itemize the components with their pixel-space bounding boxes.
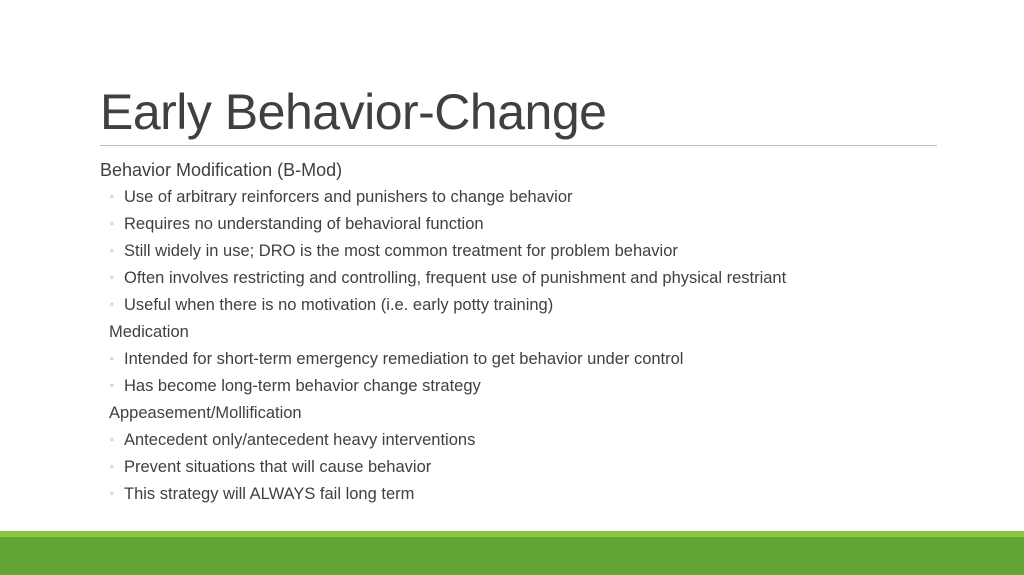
list-item [100, 427, 940, 454]
list-item [100, 211, 940, 238]
list-item [100, 292, 940, 319]
slide-content [100, 156, 940, 508]
list-item-text: Has become long-term behavior change strategy [124, 377, 481, 395]
list-item [100, 265, 940, 292]
list-item [100, 481, 940, 508]
section-heading: Appeasement/Mollification [109, 404, 302, 422]
list-item [100, 346, 940, 373]
footer-bar [0, 537, 1024, 575]
hollow-circle-bullet-icon: ◦ [110, 299, 114, 311]
list-item-text: Antecedent only/antecedent heavy interventions [124, 431, 476, 449]
list-item-text: Still widely in use; DRO is the most common treatment for problem behavior [124, 242, 678, 260]
list-item [100, 238, 940, 265]
hollow-circle-bullet-icon: ◦ [110, 272, 114, 284]
hollow-circle-bullet-icon: ◦ [110, 488, 114, 500]
hollow-circle-bullet-icon: ◦ [110, 461, 114, 473]
hollow-circle-bullet-icon: ◦ [110, 380, 114, 392]
hollow-circle-bullet-icon: ◦ [110, 353, 114, 365]
section-heading: Medication [109, 323, 189, 341]
list-item-text: Use of arbitrary reinforcers and punishers to change behavior [124, 188, 573, 206]
hollow-circle-bullet-icon: ◦ [110, 245, 114, 257]
section-heading: Behavior Modification (B-Mod) [100, 160, 343, 180]
hollow-circle-bullet-icon: ◦ [110, 191, 114, 203]
list-item [100, 454, 940, 481]
list-item-text: Useful when there is no motivation (i.e. early potty training) [124, 296, 554, 314]
list-item-text: Requires no understanding of behavioral function [124, 215, 484, 233]
list-item-text: Prevent situations that will cause behavior [124, 458, 432, 476]
list-item [100, 184, 940, 211]
list-item-text: This strategy will ALWAYS fail long term [124, 485, 415, 503]
list-item-text: Intended for short-term emergency remediation to get behavior under control [124, 350, 684, 368]
title-divider [100, 145, 937, 146]
list-item-text: Often involves restricting and controlling, frequent use of punishment and physical restriant [124, 269, 787, 287]
slide-title: Early Behavior-Change [100, 84, 607, 140]
hollow-circle-bullet-icon: ◦ [110, 218, 114, 230]
list-item [100, 373, 940, 400]
hollow-circle-bullet-icon: ◦ [110, 434, 114, 446]
